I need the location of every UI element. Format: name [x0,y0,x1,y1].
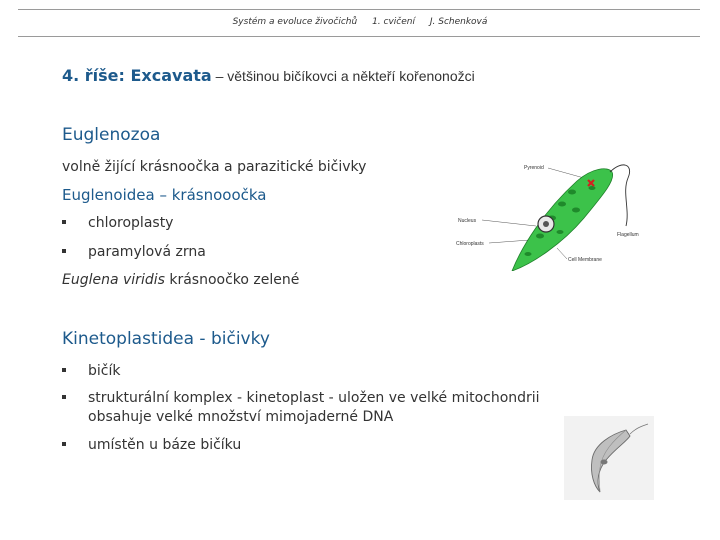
label-chloroplasts: Chloroplasts [456,241,484,247]
header-exercise: 1. cvičení [372,17,415,27]
heading-euglenoidea: Euglenoidea – krásnooočka [62,186,267,204]
label-pyrenoid: Pyrenoid [524,165,544,171]
label-flagellum: Flagellum [617,232,639,238]
title-sub: – většinou bičíkovci a někteří kořenonožci [211,68,475,84]
trypanosome-image [564,416,654,500]
bullet-mark [62,442,66,446]
bullet-text: strukturální komplex - kinetoplast - uložen ve velké mitochondrii [88,390,540,406]
header-bottom-rule [18,36,700,37]
bullet-text: bičík [88,363,121,379]
slide-header [0,17,720,27]
bullet-text: chloroplasty [88,215,174,231]
bullet-text-continuation: obsahuje velké množství mimojaderné DNA [88,409,394,425]
heading-euglenozoa: Euglenozoa [62,125,161,145]
slide-title [62,66,475,85]
heading-kinetoplastidea: Kinetoplastidea - bičivky [62,329,270,349]
euglenozoa-intro: volně žijící krásnoočka a parazitické bičivky [62,159,367,175]
bullet-mark [62,395,66,399]
header-top-rule [18,9,700,10]
bullet-mark [62,249,66,253]
header-author: J. Schenková [429,17,488,27]
bullet-mark [62,220,66,224]
title-main: 4. říše: Excavata [62,66,212,85]
label-nucleus: Nucleus [458,218,477,224]
species-common-name: krásnoočko zelené [164,272,300,288]
label-cell-membrane: Cell Membrane [568,257,602,263]
species-italic: Euglena viridis [62,272,165,288]
euglena-diagram [452,156,652,271]
bullet-text: paramylová zrna [88,244,206,260]
bullet-text: umístěn u báze bičíku [88,437,242,453]
species-line [62,272,299,288]
header-course: Systém a evoluce živočichů [232,17,358,27]
bullet-mark [62,368,66,372]
